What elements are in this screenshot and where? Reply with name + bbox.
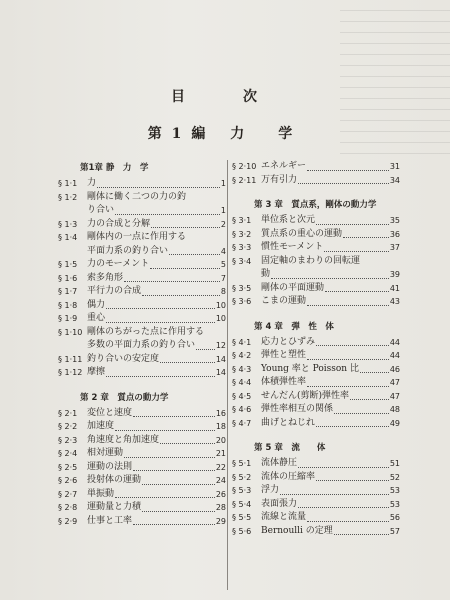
section-number: § 1·11 bbox=[58, 354, 83, 364]
page-number: 37 bbox=[389, 243, 400, 252]
page-number: 53 bbox=[389, 486, 400, 495]
section-number: § 1·10 bbox=[58, 327, 83, 337]
entry-title: 弾性率相互の関係 bbox=[261, 404, 334, 414]
page-number: 12 bbox=[215, 341, 226, 350]
dot-leader bbox=[133, 416, 215, 417]
section-number: § 4·5 bbox=[232, 391, 252, 401]
section-number: § 2·10 bbox=[232, 162, 257, 171]
toc-entry bbox=[232, 484, 400, 498]
section-number: § 2·11 bbox=[232, 175, 257, 185]
section-number: § 3·1 bbox=[232, 216, 252, 225]
chapter-heading: 第 4 章 弾 性 体 bbox=[254, 321, 334, 332]
page-number: 53 bbox=[389, 499, 400, 509]
dot-leader bbox=[307, 521, 389, 522]
entry-title: 曲げとねじれ bbox=[261, 417, 316, 428]
entry-title: 仕事と工率 bbox=[87, 515, 133, 526]
dot-leader bbox=[150, 268, 220, 269]
section-number: § 5·2 bbox=[232, 472, 252, 482]
entry-title: 偶力 bbox=[87, 299, 106, 310]
page-number: 56 bbox=[389, 513, 400, 522]
toc-entry bbox=[58, 353, 226, 367]
dot-leader bbox=[115, 214, 220, 215]
section-number: § 1·2 bbox=[58, 192, 78, 202]
dot-leader bbox=[298, 507, 389, 508]
entry-title: 角速度と角加速度 bbox=[87, 434, 160, 445]
section-gap bbox=[232, 309, 400, 319]
entry-title: 弾性と塑性 bbox=[261, 350, 307, 360]
toc-entry bbox=[232, 376, 400, 390]
toc-entry bbox=[232, 336, 400, 350]
page-number: 43 bbox=[389, 297, 400, 306]
page-number: 26 bbox=[215, 489, 226, 499]
toc-entry bbox=[232, 498, 400, 512]
dot-leader bbox=[115, 430, 215, 431]
entry-title: Young 率と Poisson 比 bbox=[261, 363, 359, 374]
section-number: § 3·4 bbox=[232, 256, 252, 266]
toc-entry bbox=[232, 403, 400, 417]
dot-leader bbox=[334, 413, 389, 414]
page-number: 44 bbox=[389, 337, 400, 347]
entry-title: 平面力系の釣り合い bbox=[87, 245, 169, 256]
chapter-heading: 第1章 静 力 学 bbox=[80, 163, 149, 173]
entry-title: 応力とひずみ bbox=[261, 336, 316, 347]
section-number: § 5·4 bbox=[232, 499, 252, 509]
toc-left-column bbox=[58, 160, 226, 528]
dot-leader bbox=[106, 308, 215, 309]
dot-leader bbox=[298, 183, 389, 184]
column-divider bbox=[227, 160, 228, 590]
entry-title: 加速度 bbox=[87, 421, 115, 431]
entry-title: 力 bbox=[87, 178, 97, 188]
toc-entry bbox=[58, 258, 226, 272]
page-number: 31 bbox=[389, 162, 400, 171]
dot-leader bbox=[280, 494, 389, 495]
section-number: § 1·9 bbox=[58, 314, 78, 323]
dot-leader bbox=[124, 281, 220, 282]
dot-leader bbox=[133, 524, 215, 525]
page-number: 14 bbox=[215, 354, 226, 364]
toc-entry bbox=[58, 447, 226, 461]
section-number: § 1·4 bbox=[58, 233, 78, 242]
toc-entry bbox=[232, 525, 400, 539]
section-gap bbox=[232, 187, 400, 197]
dot-leader bbox=[325, 291, 389, 292]
section-number: § 2·5 bbox=[58, 462, 78, 472]
toc-right-column bbox=[232, 160, 400, 538]
toc-entry bbox=[232, 214, 400, 228]
entry-title: 剛体の平面運動 bbox=[261, 282, 325, 293]
entry-title: り合い bbox=[87, 205, 115, 215]
toc-entry bbox=[58, 285, 226, 299]
dot-leader bbox=[142, 511, 215, 512]
dot-leader bbox=[316, 345, 389, 346]
entry-title: 単振動 bbox=[87, 488, 115, 499]
page-number: 28 bbox=[215, 503, 226, 512]
toc-entry bbox=[58, 407, 226, 421]
page-number: 1 bbox=[220, 179, 226, 188]
toc-entry bbox=[58, 474, 226, 488]
toc-entry bbox=[58, 420, 226, 434]
dot-leader bbox=[196, 349, 215, 350]
page-number: 16 bbox=[215, 408, 226, 418]
section-number: § 4·6 bbox=[232, 405, 252, 414]
section-number: § 1·12 bbox=[58, 368, 83, 377]
page-number: 10 bbox=[215, 300, 226, 310]
entry-title: 釣り合いの安定度 bbox=[87, 353, 160, 364]
toc-entry-continuation bbox=[58, 245, 226, 259]
section-number: § 4·3 bbox=[232, 364, 252, 374]
dot-leader bbox=[142, 295, 220, 296]
toc-entry bbox=[58, 231, 226, 245]
page-number: 4 bbox=[220, 246, 226, 256]
section-number: § 5·5 bbox=[232, 513, 252, 522]
section-number: § 1·5 bbox=[58, 260, 78, 269]
page-number: 36 bbox=[389, 229, 400, 239]
entry-title: 体積弾性率 bbox=[261, 377, 307, 387]
toc-entry bbox=[232, 349, 400, 363]
entry-title: 表面張力 bbox=[261, 498, 298, 509]
section-number: § 2·1 bbox=[58, 408, 78, 418]
toc-entry bbox=[232, 457, 400, 471]
page-number: 57 bbox=[389, 526, 400, 536]
section-number: § 2·7 bbox=[58, 489, 78, 499]
dot-leader bbox=[307, 170, 389, 171]
section-number: § 4·1 bbox=[232, 337, 252, 347]
section-number: § 4·4 bbox=[232, 378, 252, 387]
section-number: § 3·5 bbox=[232, 283, 252, 293]
page-number: 34 bbox=[389, 175, 400, 185]
toc-entry bbox=[58, 488, 226, 502]
chapter-heading: 第 3 章 質点系，剛体の動力学 bbox=[254, 200, 377, 210]
page-number: 48 bbox=[389, 405, 400, 414]
dot-leader bbox=[151, 227, 220, 228]
entry-title: 投射体の運動 bbox=[87, 475, 142, 485]
toc-entry-continuation bbox=[58, 339, 226, 353]
section-number: § 3·2 bbox=[232, 229, 252, 239]
page-number: 14 bbox=[215, 368, 226, 377]
entry-title: せんだん(剪断)弾性率 bbox=[261, 390, 350, 401]
dot-leader bbox=[316, 480, 389, 481]
page-number: 51 bbox=[389, 459, 400, 468]
toc-entry bbox=[232, 511, 400, 525]
page-number: 41 bbox=[389, 283, 400, 293]
section-number: § 1·1 bbox=[58, 179, 78, 188]
entry-title: こまの運動 bbox=[261, 296, 307, 306]
page-number: 20 bbox=[215, 435, 226, 445]
entry-title: 慣性モーメント bbox=[261, 242, 324, 252]
entry-title: 固定軸のまわりの回転運 bbox=[261, 255, 361, 266]
page-number: 1 bbox=[220, 206, 226, 215]
dot-leader bbox=[124, 457, 215, 458]
dot-leader bbox=[106, 376, 215, 377]
dot-leader bbox=[316, 426, 389, 427]
dot-leader bbox=[298, 467, 389, 468]
page-number: 47 bbox=[389, 378, 400, 387]
toc-entry bbox=[232, 390, 400, 404]
page-number: 21 bbox=[215, 449, 226, 458]
dot-leader bbox=[133, 470, 215, 471]
toc-entry bbox=[58, 177, 226, 191]
page-number: 35 bbox=[389, 216, 400, 225]
entry-title: 相対運動 bbox=[87, 448, 124, 458]
page-number: 44 bbox=[389, 351, 400, 360]
toc-entry bbox=[58, 515, 226, 529]
toc-entry bbox=[232, 417, 400, 431]
entry-title: 流体静圧 bbox=[261, 458, 298, 468]
toc-entry bbox=[232, 282, 400, 296]
section-number: § 5·3 bbox=[232, 486, 252, 495]
toc-entry bbox=[232, 295, 400, 309]
dot-leader bbox=[307, 359, 389, 360]
toc-entry bbox=[232, 160, 400, 174]
entry-title: 流線と流量 bbox=[261, 512, 307, 522]
section-number: § 1·3 bbox=[58, 219, 78, 229]
dot-leader bbox=[350, 399, 389, 400]
dot-leader bbox=[160, 362, 215, 363]
section-number: § 2·2 bbox=[58, 422, 78, 431]
toc-entry bbox=[58, 191, 226, 205]
dot-leader bbox=[324, 251, 389, 252]
toc-entry-continuation bbox=[58, 204, 226, 218]
entry-title: 剛体に働く二つの力の釣 bbox=[87, 191, 187, 202]
toc-entry bbox=[232, 241, 400, 255]
entry-title: 索多角形 bbox=[87, 272, 124, 283]
dot-leader bbox=[115, 497, 215, 498]
toc-entry bbox=[58, 461, 226, 475]
page-title: 目 次 bbox=[171, 89, 279, 105]
section-number: § 4·2 bbox=[232, 351, 252, 360]
page-number: 52 bbox=[389, 472, 400, 482]
part-heading: 第1編 力 学 bbox=[147, 126, 303, 142]
toc-entry bbox=[58, 312, 226, 326]
entry-title: 剛体のちがった点に作用する bbox=[87, 326, 205, 337]
chapter-heading: 第 2 章 質点の動力学 bbox=[80, 392, 169, 403]
toc-entry bbox=[232, 255, 400, 269]
entry-title: 重心 bbox=[87, 313, 106, 323]
section-number: § 2·9 bbox=[58, 516, 78, 526]
dot-leader bbox=[271, 278, 389, 279]
section-number: § 2·8 bbox=[58, 503, 78, 512]
dot-leader bbox=[316, 224, 389, 225]
page-number: 18 bbox=[215, 422, 226, 431]
dot-leader bbox=[334, 534, 389, 535]
section-number: § 2·3 bbox=[58, 435, 78, 445]
toc-entry bbox=[232, 363, 400, 377]
dot-leader bbox=[360, 372, 389, 373]
section-number: § 1·7 bbox=[58, 287, 78, 296]
toc-entry bbox=[58, 366, 226, 380]
page-number: 49 bbox=[389, 418, 400, 428]
section-number: § 2·4 bbox=[58, 449, 78, 458]
entry-title: 運動量と力積 bbox=[87, 502, 142, 512]
toc-entry bbox=[58, 501, 226, 515]
toc-entry bbox=[58, 326, 226, 340]
page-number: 2 bbox=[220, 219, 226, 229]
toc-entry-continuation bbox=[232, 268, 400, 282]
page-number: 39 bbox=[389, 270, 400, 279]
entry-title: 変位と速度 bbox=[87, 407, 133, 418]
section-number: § 1·6 bbox=[58, 273, 78, 283]
page-number: 22 bbox=[215, 462, 226, 472]
dot-leader bbox=[142, 484, 215, 485]
entry-title: 力の合成と分解 bbox=[87, 218, 151, 229]
page-number: 24 bbox=[215, 476, 226, 485]
entry-title: Bernoulli の定理 bbox=[261, 525, 333, 536]
toc-entry bbox=[232, 471, 400, 485]
section-gap bbox=[58, 380, 226, 390]
entry-title: 剛体内の一点に作用する bbox=[87, 232, 187, 242]
dot-leader bbox=[97, 187, 220, 188]
toc-entry bbox=[58, 218, 226, 232]
toc-entry bbox=[58, 299, 226, 313]
dot-leader bbox=[343, 237, 389, 238]
section-number: § 5·6 bbox=[232, 526, 252, 536]
page-number: 5 bbox=[220, 260, 226, 269]
entry-title: 動 bbox=[261, 269, 271, 279]
entry-title: 力のモーメント bbox=[87, 259, 150, 269]
entry-title: 単位系と次元 bbox=[261, 215, 316, 225]
entry-title: 流体の圧縮率 bbox=[261, 471, 316, 482]
section-number: § 4·7 bbox=[232, 418, 252, 428]
page-number: 7 bbox=[220, 273, 226, 283]
page-number: 46 bbox=[389, 364, 400, 374]
section-number: § 5·1 bbox=[232, 459, 252, 468]
entry-title: 摩擦 bbox=[87, 367, 106, 377]
entry-title: 運動の法則 bbox=[87, 461, 133, 472]
page-number: 8 bbox=[220, 287, 226, 296]
toc-entry bbox=[58, 272, 226, 286]
page-number: 10 bbox=[215, 314, 226, 323]
entry-title: エネルギー bbox=[261, 161, 307, 171]
dot-leader bbox=[307, 386, 389, 387]
section-number: § 3·3 bbox=[232, 243, 252, 252]
chapter-heading: 第 5 章 流 体 bbox=[254, 443, 326, 453]
dot-leader bbox=[106, 322, 215, 323]
entry-title: 質点系の重心の運動 bbox=[261, 228, 343, 239]
entry-title: 多数の平面力系の釣り合い bbox=[87, 340, 196, 350]
toc-entry bbox=[232, 174, 400, 188]
section-number: § 3·6 bbox=[232, 297, 252, 306]
dot-leader bbox=[160, 443, 215, 444]
section-number: § 2·6 bbox=[58, 476, 78, 485]
entry-title: 万有引力 bbox=[261, 174, 298, 185]
toc-entry bbox=[232, 228, 400, 242]
page-number: 29 bbox=[215, 516, 226, 526]
dot-leader bbox=[307, 305, 389, 306]
section-gap bbox=[232, 430, 400, 440]
entry-title: 平行力の合成 bbox=[87, 286, 142, 296]
toc-entry bbox=[58, 434, 226, 448]
entry-title: 浮力 bbox=[261, 485, 280, 495]
section-number: § 1·8 bbox=[58, 300, 78, 310]
page-number: 47 bbox=[389, 391, 400, 401]
dot-leader bbox=[169, 254, 220, 255]
